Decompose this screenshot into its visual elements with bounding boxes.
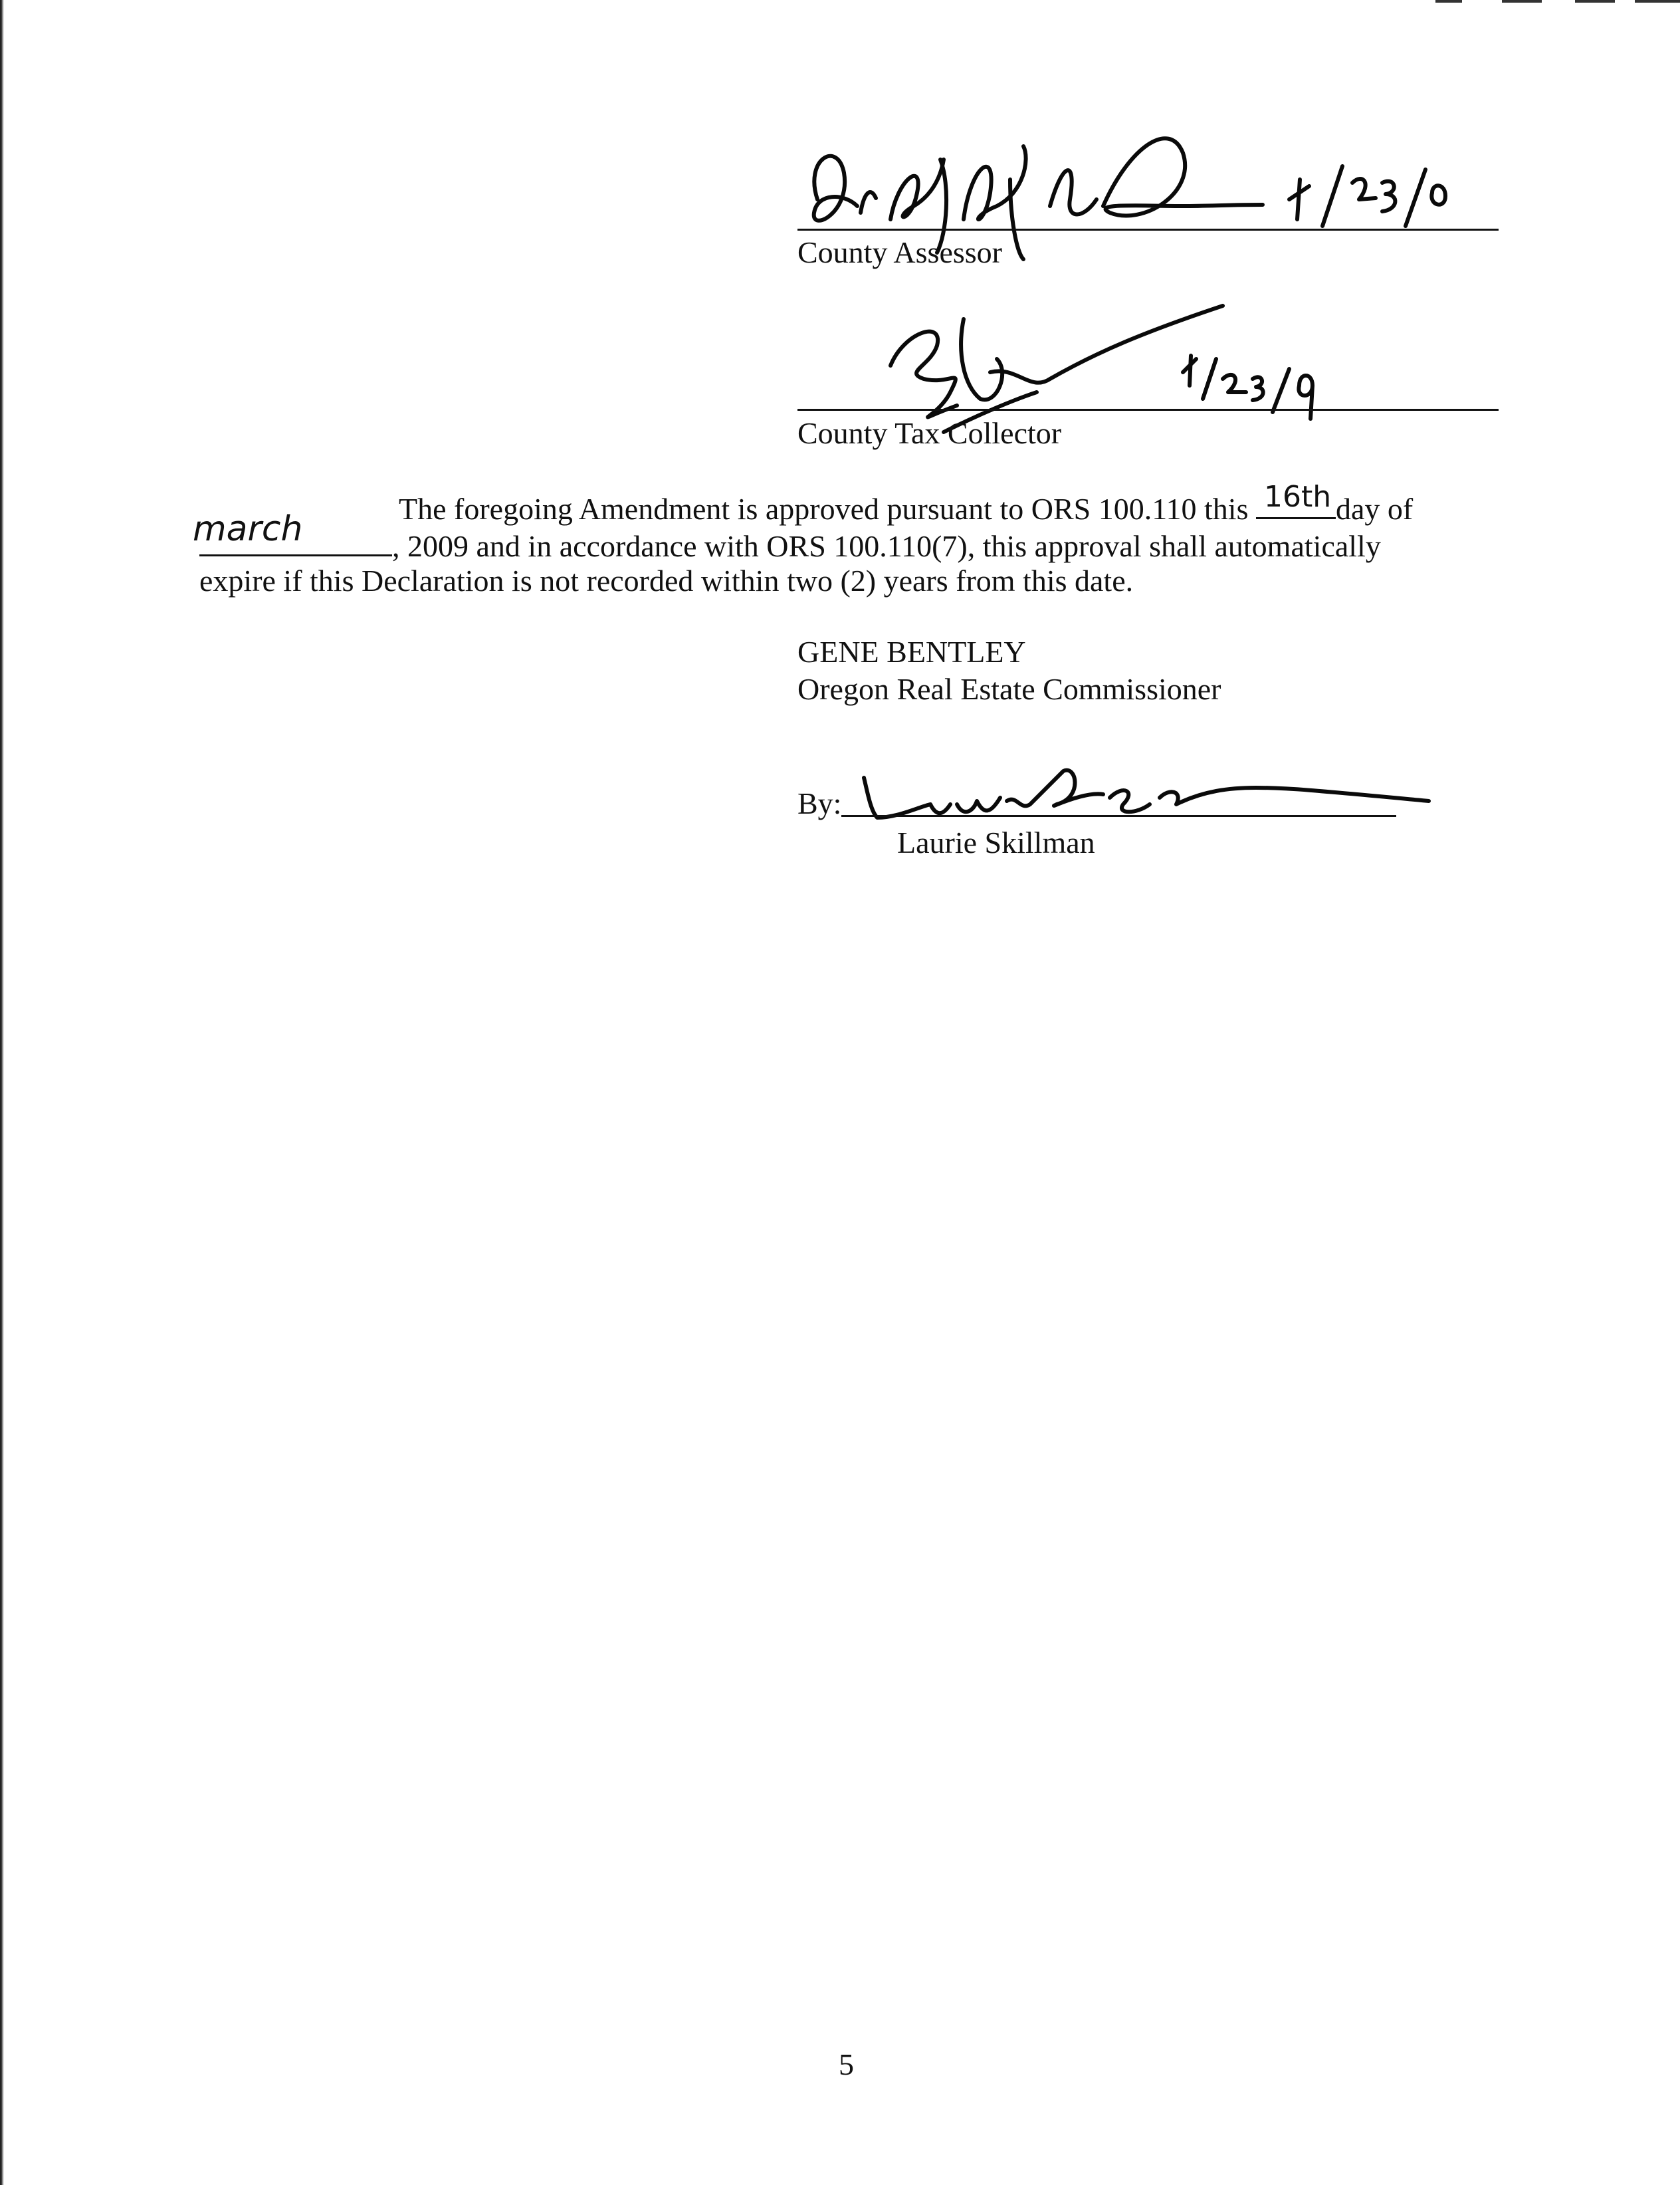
scan-top-mark [1502, 0, 1542, 3]
commissioner-title: Oregon Real Estate Commissioner [797, 672, 1221, 706]
scan-top-mark [1435, 0, 1462, 3]
approval-line-1 [399, 480, 1414, 528]
page-number: 5 [839, 2047, 854, 2081]
commissioner-signature-line [841, 815, 1396, 817]
day-handwritten: 16th [1263, 480, 1332, 514]
scan-top-mark [1635, 0, 1680, 3]
assessor-signature-line [797, 229, 1499, 231]
approval-line-1-text: The foregoing Amendment is approved pursuant to ORS 100.110 this [399, 492, 1249, 526]
tax-collector-signature-line [797, 409, 1499, 411]
tax-collector-caption: County Tax Collector [797, 416, 1062, 450]
month-handwritten: march [193, 509, 303, 549]
scan-left-edge [0, 0, 4, 2185]
by-label: By: [797, 786, 842, 820]
scan-top-mark [1575, 0, 1615, 3]
approval-line-1-end: day of [1335, 492, 1414, 526]
approval-line-3: expire if this Declaration is not recorded within two (2) years from this date. [199, 564, 1134, 598]
commissioner-name: GENE BENTLEY [797, 635, 1026, 669]
day-blank [1256, 480, 1336, 519]
assessor-caption: County Assessor [797, 235, 1002, 269]
approval-line-2-text: , 2009 and in accordance with ORS 100.110(7), this approval shall automatically [392, 529, 1381, 563]
signer-name: Laurie Skillman [897, 826, 1095, 860]
month-blank [193, 509, 392, 556]
